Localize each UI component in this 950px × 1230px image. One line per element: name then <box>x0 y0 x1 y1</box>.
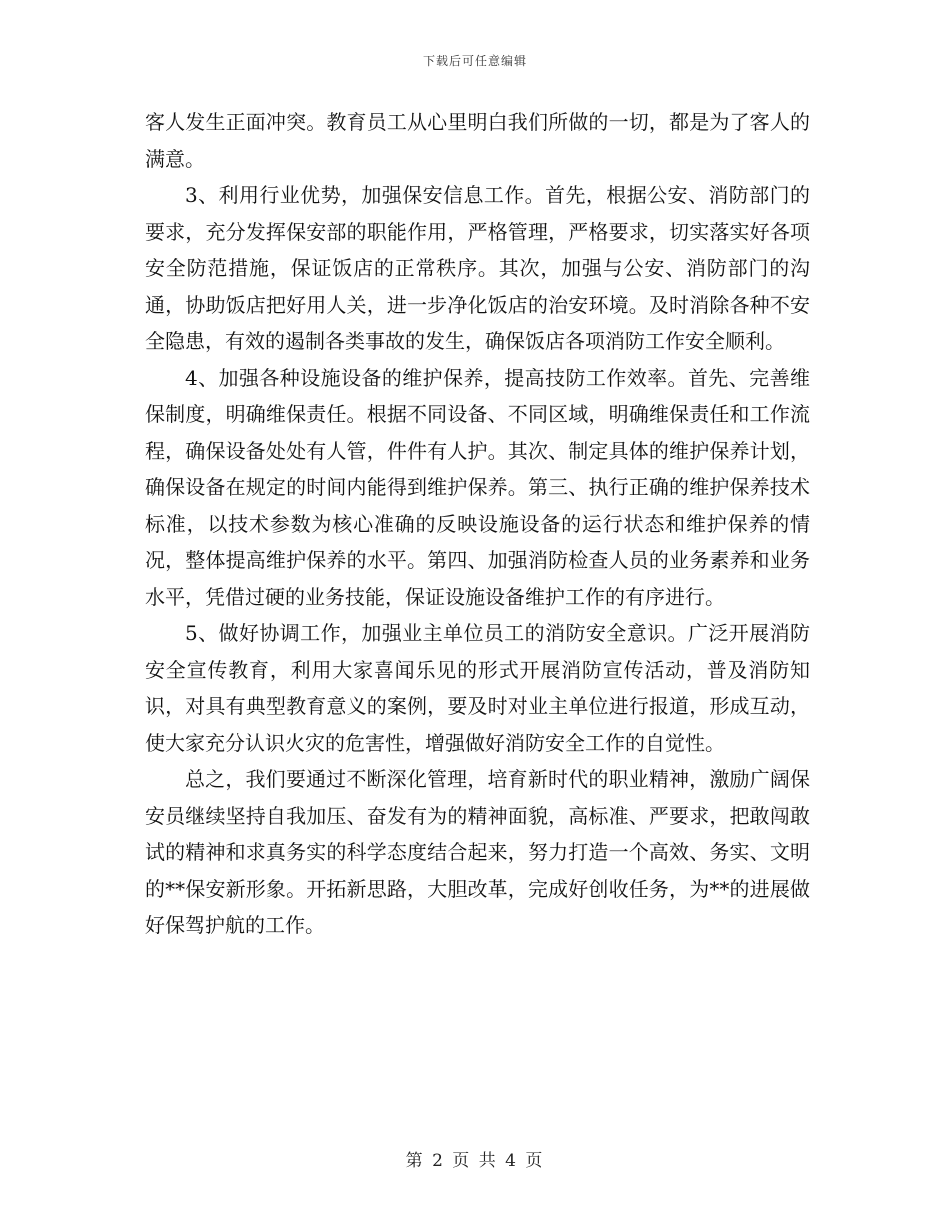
page-footer: 第 2 页 共 4 页 <box>405 1151 545 1171</box>
paragraph-item-4: 4、加强各种设施设备的维护保养，提高技防工作效率。首先、完善维保制度，明确维保责任。根据不同设备、不同区域，明确维保责任和工作流程，确保设备处处有人管，件件有人护。其次、制定具体的维护保养计划，确保设备在规定的时间内能得到维护保养。第三、执行正确的维护保养技术标准，以技术参数为核心准确的反映设施设备的运行状态和维护保养的情况，整体提高维护保养的水平。第四、加强消防检查人员的业务素养和业务水平，凭借过硬的业务技能，保证设施设备维护工作的有序进行。 <box>145 365 810 609</box>
document-body <box>145 104 810 944</box>
paragraph-continuation: 客人发生正面冲突。教育员工从心里明白我们所做的一切，都是为了客人的满意。 <box>145 110 810 171</box>
paragraph-item-5: 5、做好协调工作，加强业主单位员工的消防安全意识。广泛开展消防安全宣传教育，利用大家喜闻乐见的形式开展消防宣传活动，普及消防知识，对具有典型教育意义的案例，要及时对业主单位进行报道，形成互动，使大家充分认识火灾的危害性，增强做好消防安全工作的自觉性。 <box>145 621 810 755</box>
paragraph-item-3: 3、利用行业优势，加强保安信息工作。首先，根据公安、消防部门的要求，充分发挥保安部的职能作用，严格管理，严格要求，切实落实好各项安全防范措施，保证饭店的正常秩序。其次，加强与公安、消防部门的沟通，协助饭店把好用人关，进一步净化饭店的治安环境。及时消除各种不安全隐患，有效的遏制各类事故的发生，确保饭店各项消防工作安全顺利。 <box>145 183 810 353</box>
page-header: 下载后可任意编辑 <box>422 54 527 68</box>
paragraph-conclusion: 总之，我们要通过不断深化管理，培育新时代的职业精神，激励广阔保安员继续坚持自我加压、奋发有为的精神面貌，高标准、严要求，把敢闯敢试的精神和求真务实的科学态度结合起来，努力打造一个高效、务实、文明的**保安新形象。开拓新思路，大胆改革，完成好创收任务，为**的进展做好保驾护航的工作。 <box>145 767 810 937</box>
